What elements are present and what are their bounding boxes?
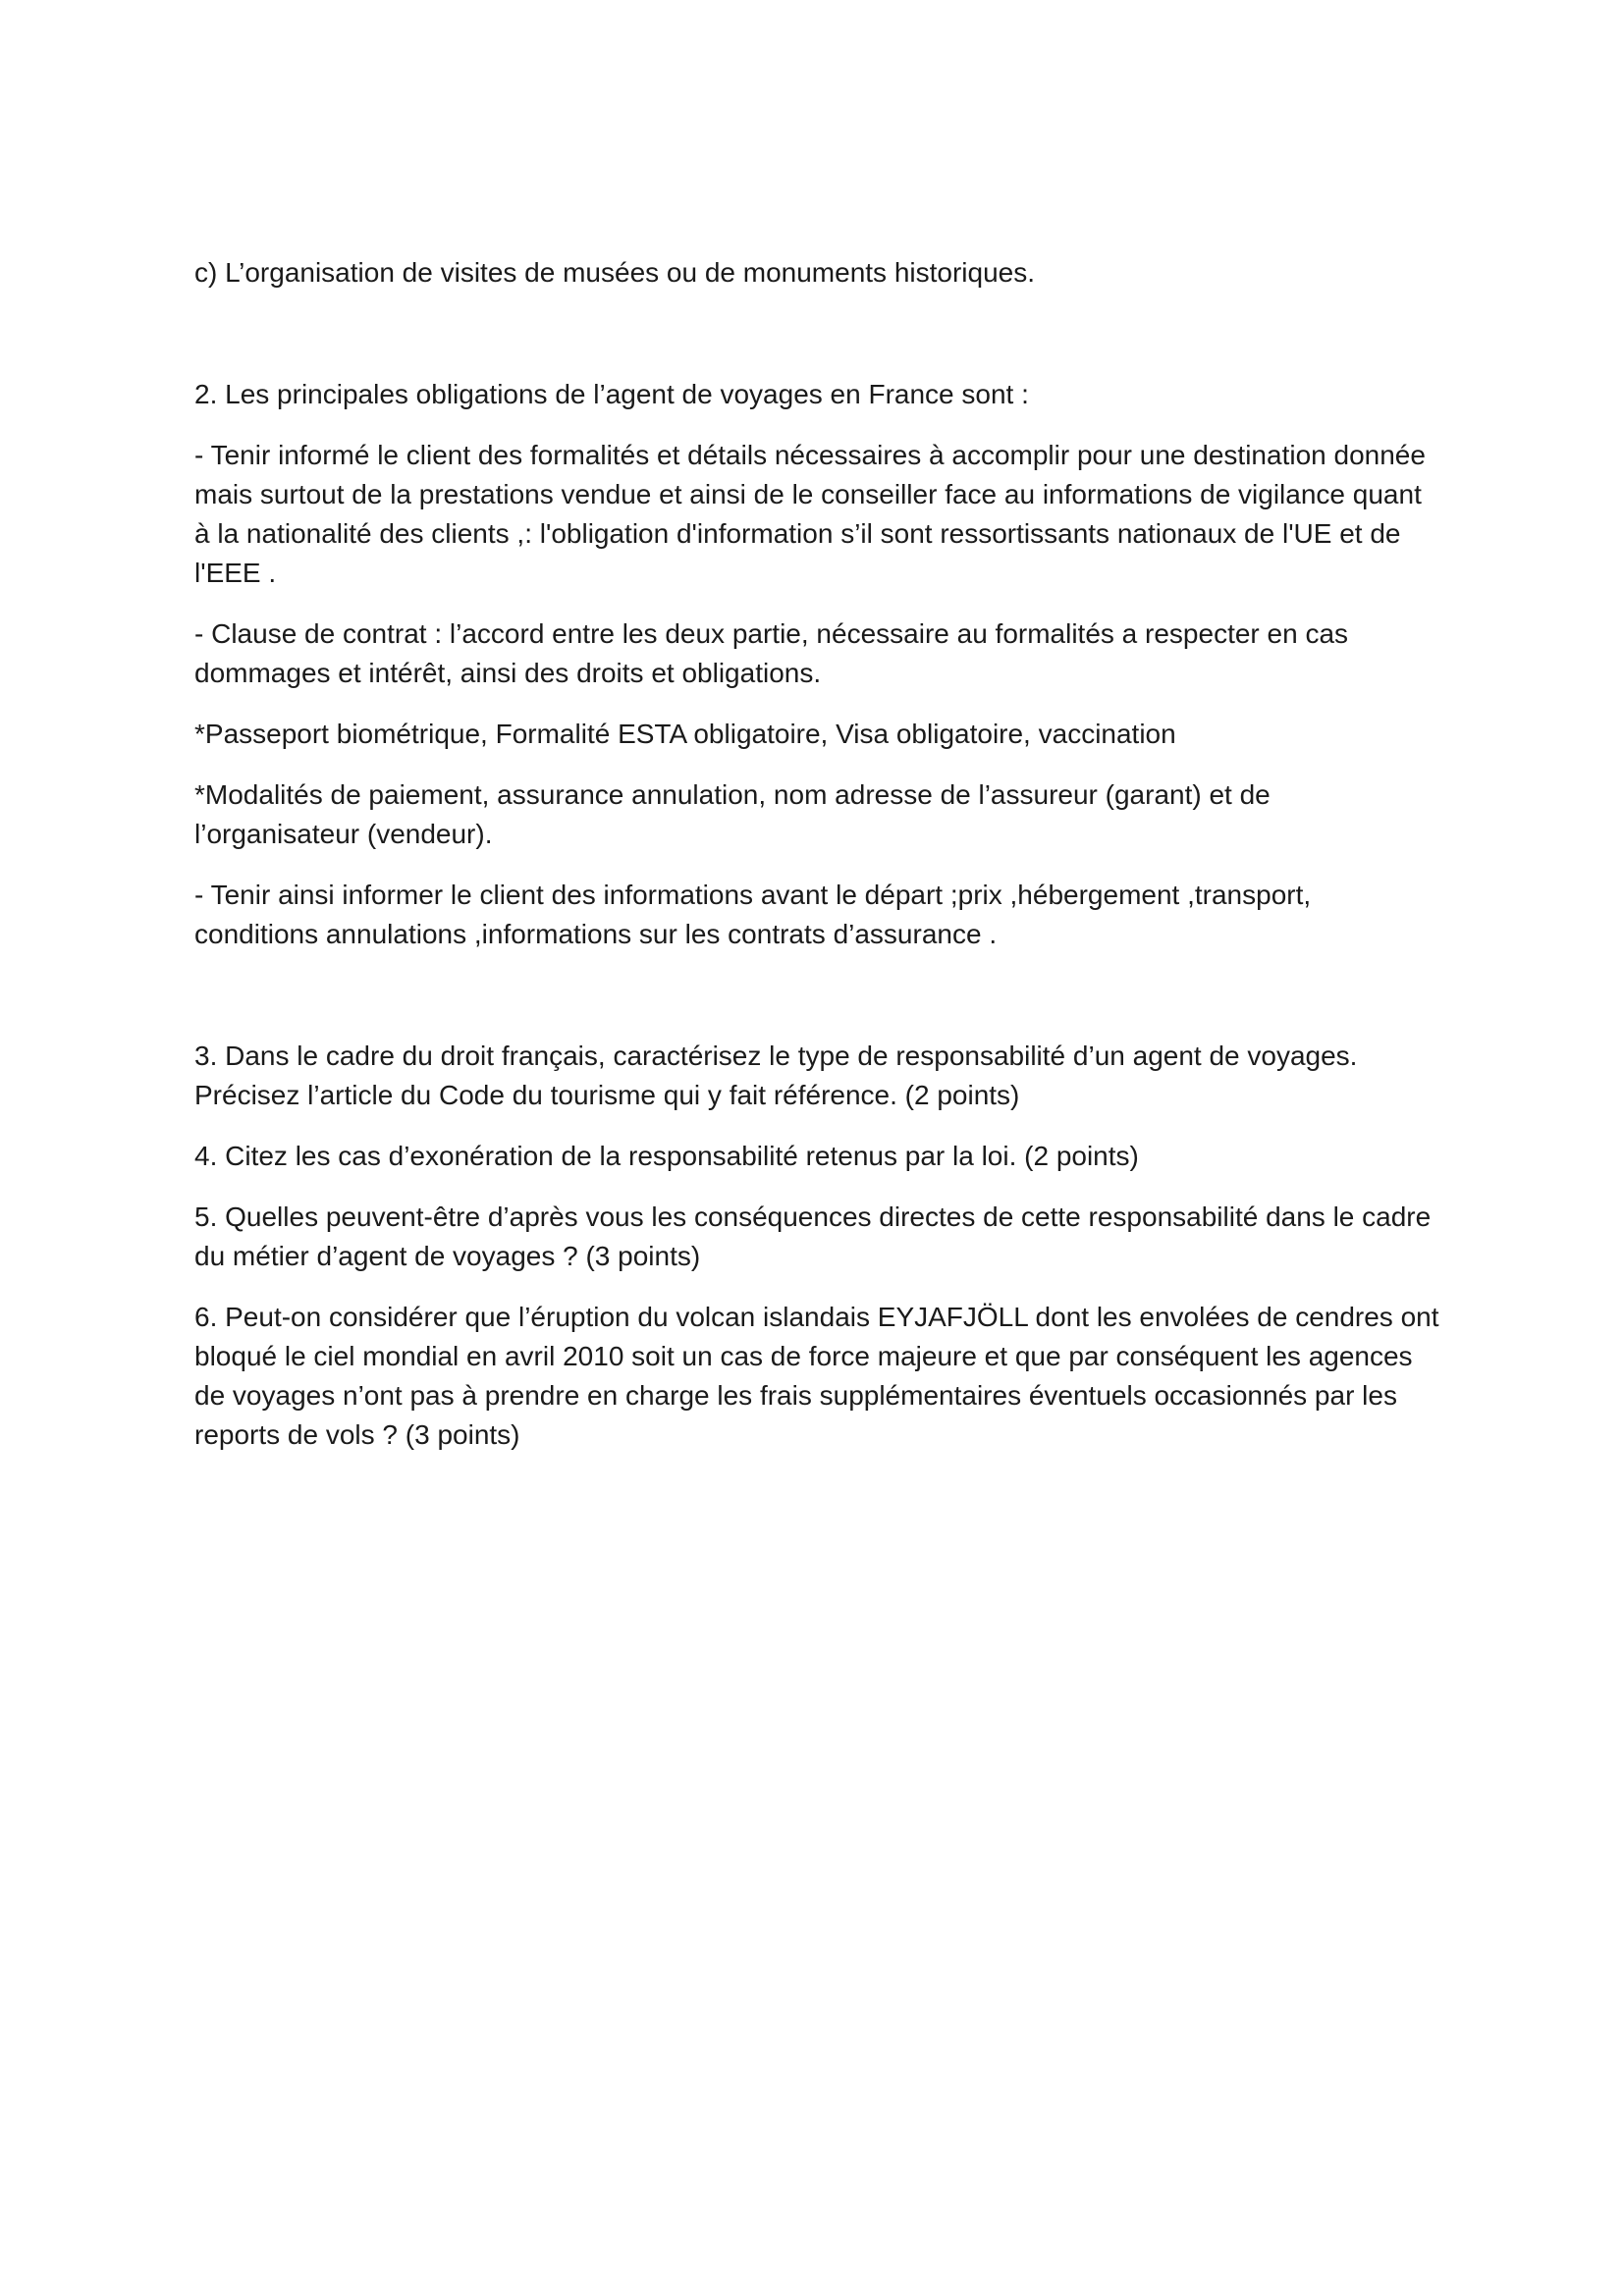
text-line: dommages et intérêt, ainsi des droits et obligations. (194, 658, 822, 688)
text-line: 3. Dans le cadre du droit français, caractérisez le type de responsabilité d’un agent de voyages. (194, 1041, 1358, 1071)
text-line: *Passeport biométrique, Formalité ESTA obligatoire, Visa obligatoire, vaccination (194, 719, 1176, 749)
document-page (194, 253, 1441, 1455)
paragraph-question-3 (194, 1037, 1441, 1115)
text-line: mais surtout de la prestations vendue et ainsi de le conseiller face au informations de vigilance quant (194, 479, 1422, 509)
paragraph-formalites (194, 715, 1441, 754)
paragraph-question-4 (194, 1137, 1441, 1176)
text-line: - Tenir ainsi informer le client des informations avant le départ ;prix ,hébergement ,transport, (194, 880, 1312, 910)
text-line: 2. Les principales obligations de l’agent de voyages en France sont : (194, 379, 1029, 409)
text-line: 5. Quelles peuvent-être d’après vous les conséquences directes de cette responsabilité dans le cadre (194, 1201, 1432, 1232)
text-line: à la nationalité des clients ,: l'obligation d'information s’il sont ressortissants nationaux de l'UE et de (194, 518, 1401, 549)
text-line: Précisez l’article du Code du tourisme qui y fait référence. (2 points) (194, 1080, 1020, 1110)
text-line: du métier d’agent de voyages ? (3 points) (194, 1241, 701, 1271)
paragraph-informations-depart (194, 876, 1441, 954)
text-line: c) L’organisation de visites de musées ou de monuments historiques. (194, 257, 1036, 288)
text-line: l’organisateur (vendeur). (194, 819, 493, 849)
text-line: - Clause de contrat : l’accord entre les deux partie, nécessaire au formalités a respecter en cas (194, 618, 1349, 649)
text-line: l'EEE . (194, 558, 277, 588)
paragraph-question-5 (194, 1198, 1441, 1276)
text-line: reports de vols ? (3 points) (194, 1419, 520, 1450)
text-line: conditions annulations ,informations sur les contrats d’assurance . (194, 919, 998, 949)
paragraph-answer-c (194, 253, 1441, 293)
text-line: *Modalités de paiement, assurance annulation, nom adresse de l’assureur (garant) et de (194, 779, 1271, 810)
paragraph-clause-contrat (194, 614, 1441, 693)
paragraph-obligation-information (194, 436, 1441, 593)
paragraph-question-2-intro (194, 375, 1441, 414)
text-line: bloqué le ciel mondial en avril 2010 soit un cas de force majeure et que par conséquent les agences (194, 1341, 1413, 1371)
paragraph-modalites (194, 775, 1441, 854)
text-line: - Tenir informé le client des formalités et détails nécessaires à accomplir pour une destination donnée (194, 440, 1426, 470)
text-line: 6. Peut-on considérer que l’éruption du volcan islandais EYJAFJÖLL dont les envolées de cendres ont (194, 1302, 1439, 1332)
paragraph-question-6 (194, 1298, 1441, 1455)
text-line: de voyages n’ont pas à prendre en charge les frais supplémentaires éventuels occasionnés par les (194, 1380, 1397, 1411)
text-line: 4. Citez les cas d’exonération de la responsabilité retenus par la loi. (2 points) (194, 1141, 1139, 1171)
